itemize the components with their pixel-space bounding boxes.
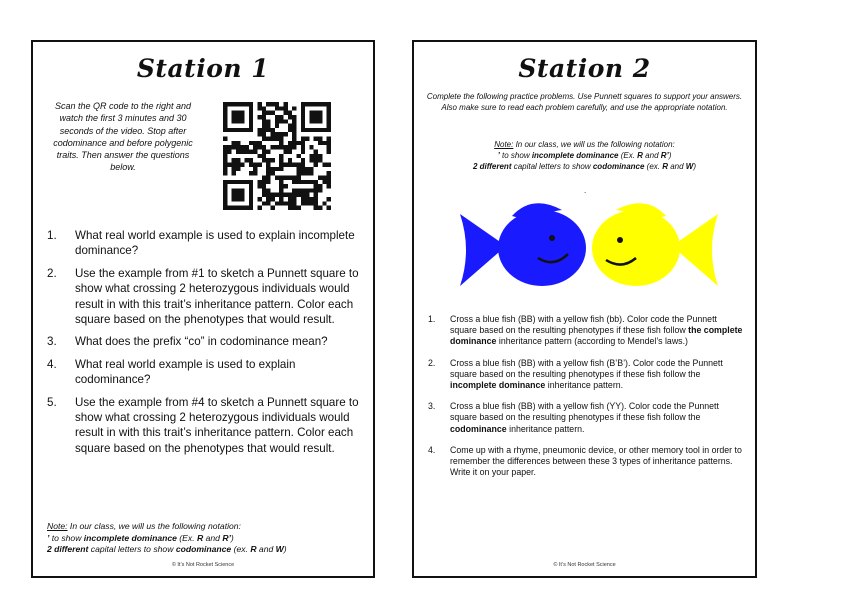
station-2-problems (428, 314, 743, 488)
copyright-footer: © It’s Not Rocket Science (553, 562, 616, 568)
notation-note: Note: In our class, we will us the following notation: ’ to show incomplete dominance (Ex. R and R’) 2 different capital letters to show codominance (ex. R and W) (47, 521, 287, 554)
blue-fish-eye (549, 235, 555, 241)
station-1-intro: Scan the QR code to the right and watch the first 3 minutes and 30 seconds of the video. Stop after codominance and before polygenic traits. Then answer the questions below. (53, 101, 193, 173)
yellow-fish-body (592, 210, 680, 286)
blue-fish-body (498, 210, 586, 286)
station-1-questions (45, 228, 367, 463)
list-item: 1. Cross a blue fish (BB) with a yellow fish (bb). Color code the Punnett square based on the resulting phenotypes if these fish follow the complete dominance inheritance pattern (according to Mendel’s laws.) (428, 314, 743, 347)
list-item: 2. Use the example from #1 to sketch a Punnett square to show what crossing 2 heterozygous individuals would result in with this trait’s inheritance pattern. Color each square based on the phenotypes that would result. (47, 266, 359, 327)
blue-fish-icon (460, 203, 586, 286)
list-item: 5. Use the example from #4 to sketch a Punnett square to show what crossing 2 heterozygous individuals would result in with this trait’s inheritance pattern. Color each square based on the phenotypes that would result. (47, 395, 359, 455)
list-item: 3. Cross a blue fish (BB) with a yellow fish (YY). Color code the Punnett square based on the resulting phenotypes if these fish follow the codominance inheritance pattern. (428, 401, 719, 434)
list-item: 3. What does the prefix “co” in codominance mean? (47, 335, 328, 349)
station-2-card: Station 2 Complete the following practice problems. Use Punnett squares to support your answers. Also make sure to read each problem carefully, and use the appropriate notation. Note: In our class, we will us the following notation: ’ to show incomplete dominance (Ex. R and R’) 2 different capital letters to show codominance (ex. R and W) . 1. Cross a blue fish (BB) with a yellow fish (bb). Color code the Punnett square based on the resulting phenotypes if these fish follow the complete dominance inheritance pattern (according to Mendel’s laws.) 2. Cross a blue fish (BB) with a yellow fish (B’B’). Color code the Punnett square based on the resulting phenotypes if these fish follow the incomplete dominance inheritance pattern. 3. Cross a blue fish (BB) with a yellow fish (YY). Color code the Punnett square based on the resulting phenotypes if these fish follow the codominance inheritance pattern. 4. Come up with a rhyme, pneumonic device, or other memory tool in order to remember the differences between these 3 types of inheritance patterns. Write it on your paper. © It’s Not Rocket Science (412, 40, 757, 578)
list-item: 4. What real world example is used to explain codominance? (47, 357, 296, 387)
station-1-card (31, 40, 375, 578)
list-item: 2. Cross a blue fish (BB) with a yellow fish (B’B’). Color code the Punnett square based on the resulting phenotypes if these fish follow the incomplete dominance inheritance pattern. (428, 357, 723, 391)
notation-note: Note: In our class, we will us the following notation: ’ to show incomplete dominance (Ex. R and R’) 2 different capital letters to show codominance (ex. R and W) (472, 140, 697, 171)
yellow-fish-eye (617, 237, 623, 243)
qr-code-icon[interactable] (223, 102, 331, 210)
fish-illustration (454, 200, 724, 300)
station-2-intro: Complete the following practice problems. Use Punnett squares to support your answers. Also make sure to read each problem carefully, and use the appropriate notation. (426, 92, 743, 112)
station-1-title: Station 1 (136, 54, 270, 83)
copyright-footer: © It’s Not Rocket Science (171, 562, 235, 568)
list-item: 4. Come up with a rhyme, pneumonic device, or other memory tool in order to remember the differences between these 3 types of inheritance patterns. Write it on your paper. (428, 444, 742, 478)
yellow-fish-icon (592, 203, 718, 286)
list-item: 1. What real world example is used to explain incomplete dominance? (47, 229, 355, 258)
station-2-title: Station 2 (518, 54, 651, 83)
